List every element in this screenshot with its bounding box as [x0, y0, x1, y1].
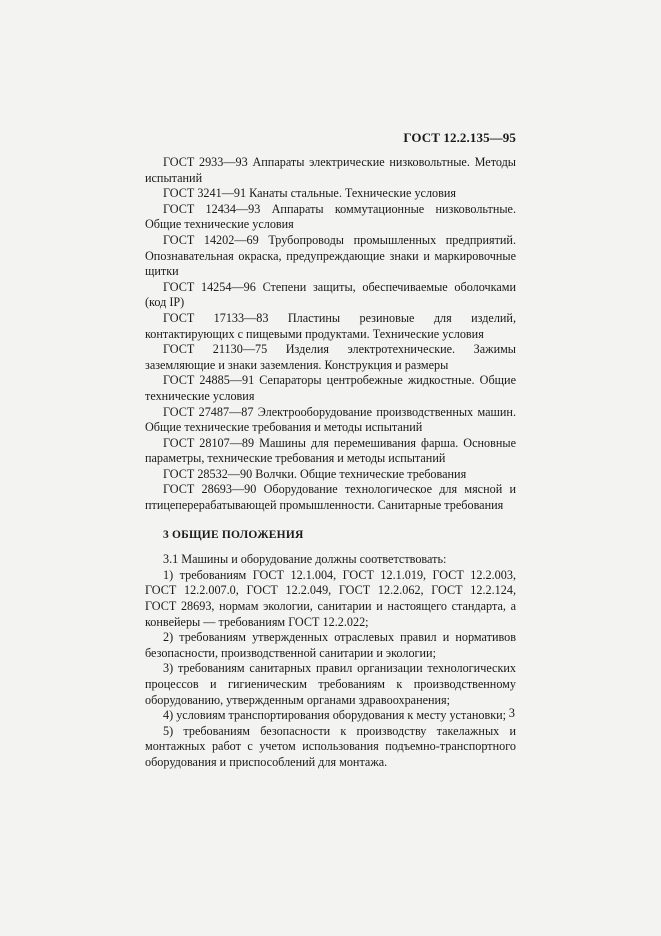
requirement-item: 1) требованиям ГОСТ 12.1.004, ГОСТ 12.1.019, ГОСТ 12.2.003, ГОСТ 12.2.007.0, ГОСТ 12.2.049, ГОСТ 12.2.062, ГОСТ 12.2.124, ГОСТ 28693, нормам экологии, санитарии и настоящего стандарта, а конвейеры — требованиям ГОСТ 12.2.022;	[145, 567, 516, 629]
requirement-item: 4) условиям транспортирования оборудования к месту установки;	[163, 708, 507, 723]
reference-item: ГОСТ 28107—89 Машины для перемешивания фарша. Основные параметры, технические требования и методы испытаний	[145, 435, 516, 466]
reference-item: ГОСТ 24885—91 Сепараторы центробежные жидкостные. Общие технические условия	[145, 373, 516, 403]
section-heading: 3 ОБЩИЕ ПОЛОЖЕНИЯ	[163, 528, 304, 541]
document-body	[145, 155, 516, 771]
reference-item: ГОСТ 28693—90 Оборудование технологическое для мясной и птицеперерабатывающей промышленности. Санитарные требования	[145, 482, 516, 513]
reference-item: ГОСТ 3241—91 Канаты стальные. Технические условия	[163, 186, 456, 201]
requirement-item: 2) требованиям утвержденных отраслевых правил и нормативов безопасности, производственной санитарии и экологии;	[145, 630, 516, 660]
reference-item: ГОСТ 28532—90 Волчки. Общие технические требования	[163, 466, 467, 481]
reference-item: ГОСТ 2933—93 Аппараты электрические низковольтные. Методы испытаний	[145, 155, 516, 185]
requirement-item: 3) требованиям санитарных правил организации технологических процессов и гигиеническим требованиям к производственному оборудованию, утвержденным органами здравоохранения;	[145, 661, 516, 707]
standard-code-header: ГОСТ 12.2.135—95	[403, 130, 516, 145]
section-intro: 3.1 Машины и оборудование должны соответствовать:	[163, 552, 447, 567]
reference-item: ГОСТ 21130—75 Изделия электротехнические. Зажимы заземляющие и знаки заземления. Конструкция и размеры	[145, 342, 516, 372]
page-number: 3	[508, 706, 515, 720]
reference-item: ГОСТ 14202—69 Трубопроводы промышленных предприятий. Опознавательная окраска, предупреждающие знаки и маркировочные щитки	[145, 232, 516, 279]
reference-item: ГОСТ 17133—83 Пластины резиновые для изделий, контактирующих с пищевыми продуктами. Технические условия	[145, 310, 516, 341]
reference-item: ГОСТ 27487—87 Электрооборудование производственных машин. Общие технические требования и методы испытаний	[145, 404, 516, 435]
requirement-item: 5) требованиям безопасности к производству такелажных и монтажных работ с учетом использования подъемно-транспортного оборудования и приспособлений для монтажа.	[145, 723, 516, 769]
reference-item: ГОСТ 12434—93 Аппараты коммутационные низковольтные. Общие технические условия	[145, 201, 516, 232]
reference-item: ГОСТ 14254—96 Степени защиты, обеспечиваемые оболочками (код IP)	[145, 279, 516, 310]
